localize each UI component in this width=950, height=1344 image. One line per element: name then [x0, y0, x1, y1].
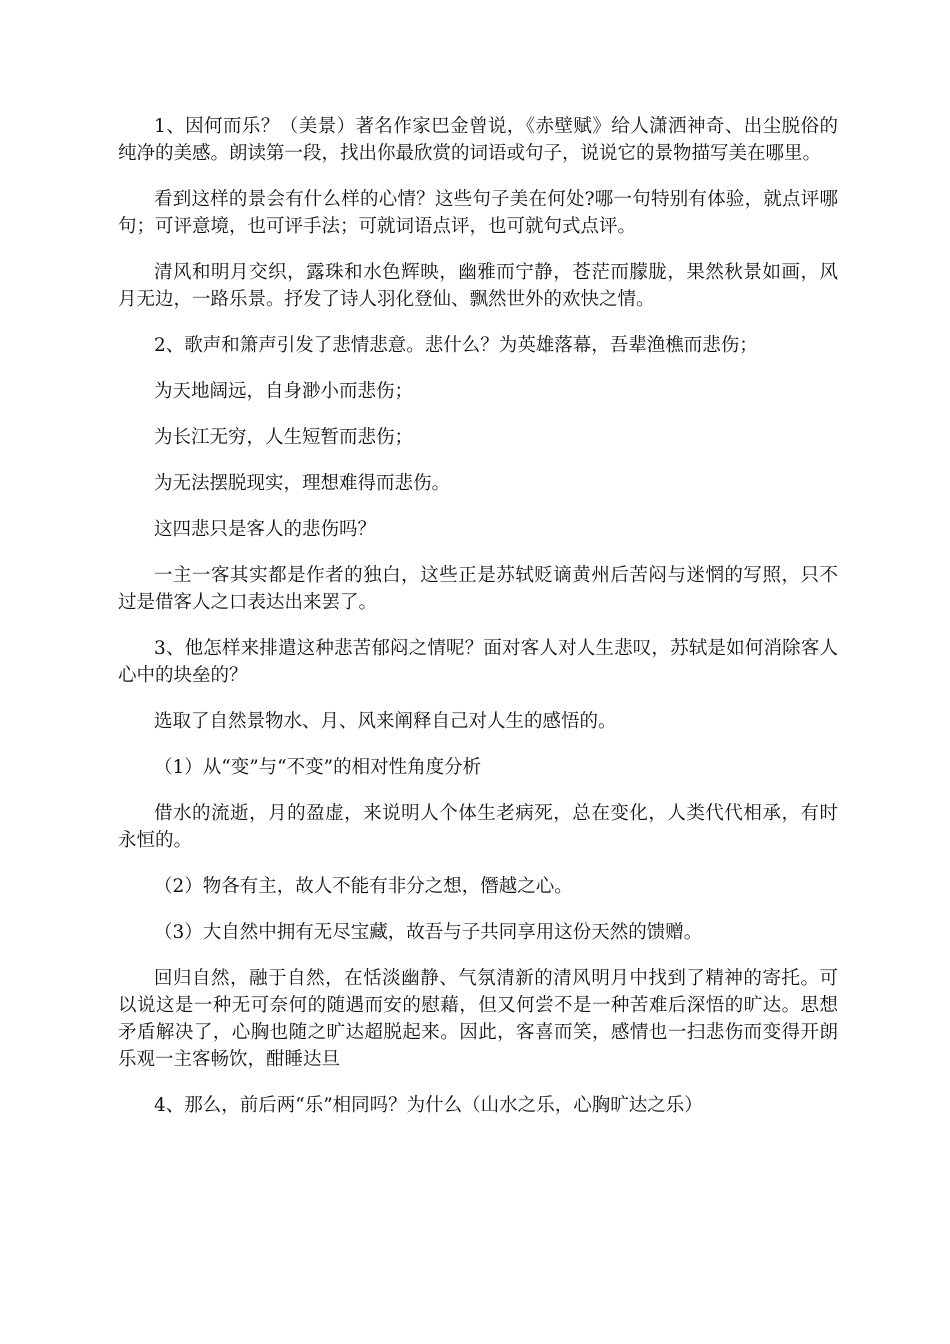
- paragraph-q3-summary: 回归自然，融于自然，在恬淡幽静、气氛清新的清风明月中找到了精神的寄托。可以说这是一种无可奈何的随遇而安的慰藉，但又何尝不是一种苦难后深悟的旷达。思想矛盾解决了，心胸也随之旷达超脱起来。因此，客喜而笑，感情也一扫悲伤而变得开朗乐观一主客畅饮，酣睡达旦: [118, 968, 838, 1070]
- paragraph-q3-point-2: （2）物各有主，故人不能有非分之想，僭越之心。: [154, 876, 573, 897]
- paragraph-q3: 3、他怎样来排遣这种悲苦郁闷之情呢？面对客人对人生悲叹，苏轼是如何消除客人心中的块垒的？: [118, 638, 838, 686]
- paragraph-q2: 2、歌声和箫声引发了悲情悲意。悲什么？为英雄落幕，吾辈渔樵而悲伤；: [154, 335, 758, 356]
- paragraph-q2-sorrow-2: 为天地阔远，自身渺小而悲伤；: [154, 381, 414, 402]
- paragraph-q4: 4、那么，前后两“乐”相同吗？为什么（山水之乐，心胸旷达之乐）: [154, 1095, 703, 1116]
- paragraph-q3-point-1: （1）从“变”与“不变”的相对性角度分析: [154, 757, 482, 778]
- paragraph-q1-prompt: 看到这样的景会有什么样的心情？这些句子美在何处?哪一句特别有体验，就点评哪句；可评意境，也可评手法；可就词语点评，也可就句式点评。: [118, 189, 838, 237]
- paragraph-q1: 1、因何而乐？（美景）著名作家巴金曾说，《赤壁赋》给人潇洒神奇、出尘脱俗的纯净的美感。朗读第一段，找出你最欣赏的词语或句子，说说它的景物描写美在哪里。: [118, 116, 838, 164]
- paragraph-q3-answer: 选取了自然景物水、月、风来阐释自己对人生的感悟的。: [154, 711, 617, 732]
- paragraph-q1-answer: 清风和明月交织，露珠和水色辉映，幽雅而宁静，苍茫而朦胧，果然秋景如画，风月无边，一路乐景。抒发了诗人羽化登仙、飘然世外的欢快之情。: [118, 262, 838, 310]
- document-body: [118, 113, 838, 1138]
- paragraph-q2-sorrow-4: 为无法摆脱现实，理想难得而悲伤。: [154, 473, 451, 494]
- paragraph-q3-point-3: （3）大自然中拥有无尽宝藏，故吾与子共同享用这份天然的馈赠。: [154, 922, 703, 943]
- paragraph-q2-answer: 一主一客其实都是作者的独白，这些正是苏轼贬谪黄州后苦闷与迷惘的写照，只不过是借客人之口表达出来罢了。: [118, 565, 838, 613]
- paragraph-q2-question: 这四悲只是客人的悲伤吗？: [154, 519, 377, 540]
- paragraph-q2-sorrow-3: 为长江无穷，人生短暂而悲伤；: [154, 427, 414, 448]
- paragraph-q3-point-1-detail: 借水的流逝，月的盈虚，来说明人个体生老病死，总在变化，人类代代相承，有时永恒的。: [118, 803, 838, 851]
